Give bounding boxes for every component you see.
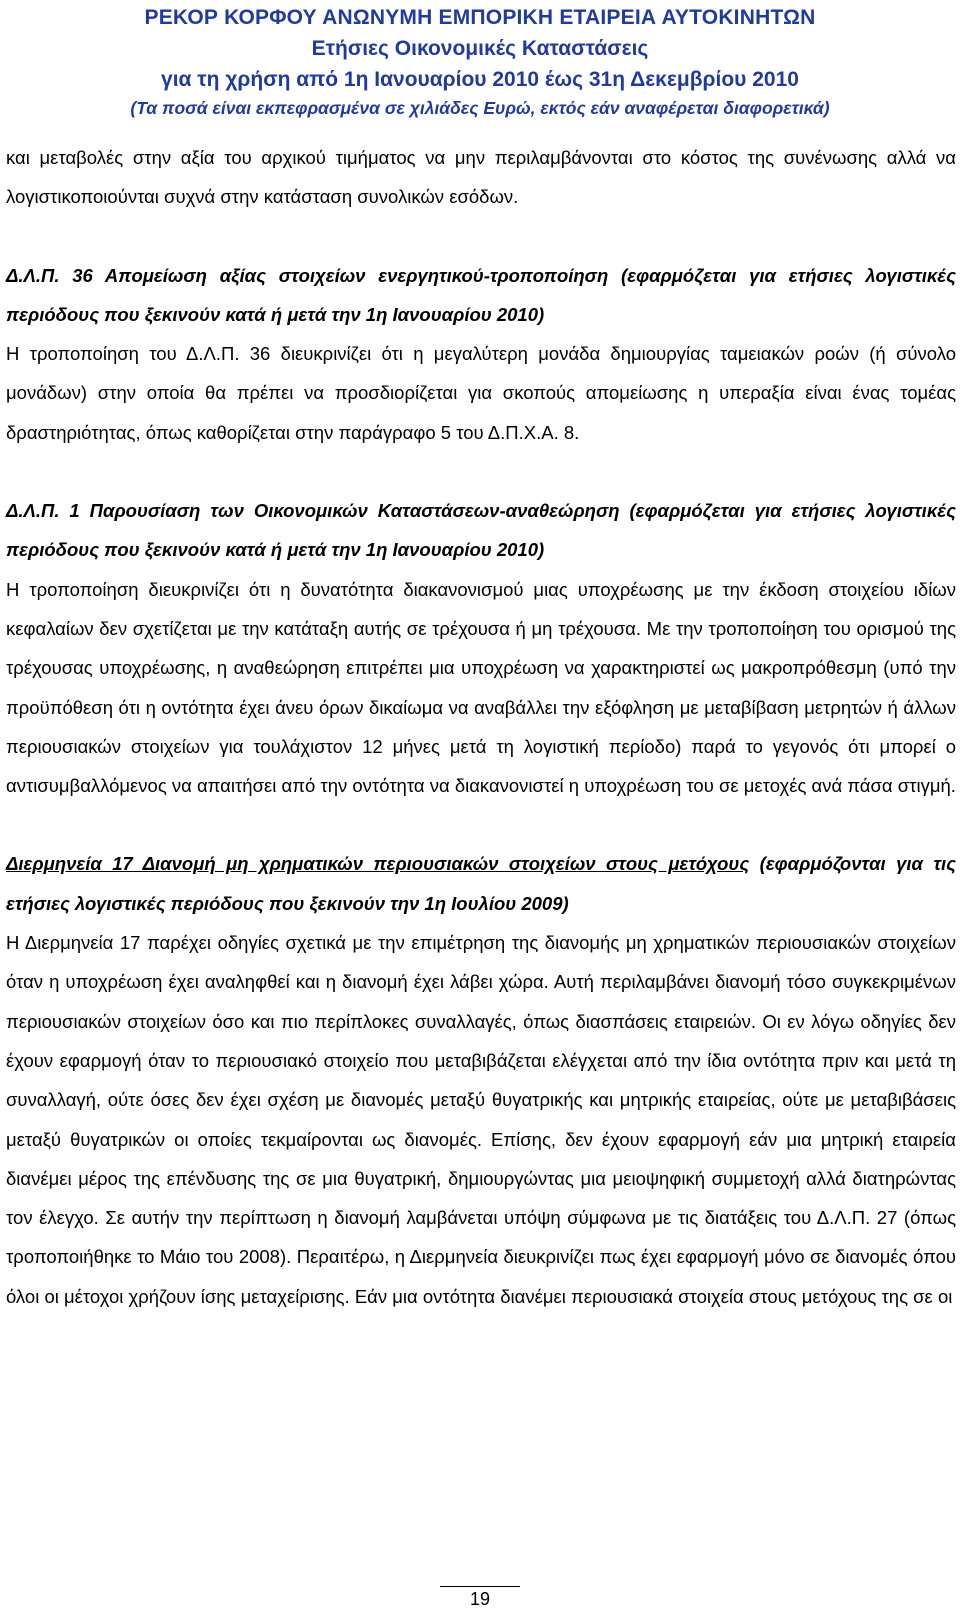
paragraph-gap	[6, 452, 956, 491]
intro-paragraph: και μεταβολές στην αξία του αρχικού τιμήματος να μην περιλαμβάνονται στο κόστος της συνένωσης αλλά να λογιστικοποιούνται συχνά στην κατάσταση συνολικών εσόδων.	[6, 147, 956, 208]
section-body-ias1: Η τροποποίηση διευκρινίζει ότι η δυνατότητα διακανονισμού μιας υποχρέωσης με την έκδοση στοιχείου ιδίων κεφαλαίων δεν σχετίζεται με την κατάταξη αυτής σε τρέχουσα ή μη τρέχουσα. Με την τροποποίηση του ορισμού της τρέχουσας υποχρέωσης, η αναθεώρηση επιτρέπει μια υποχρέωση να χαρακτηριστεί ως μακροπρόθεσμη (υπό την προϋπόθεση ότι η οντότητα έχει άνευ όρων δικαίωμα να αναβάλλει την εξόφληση με μεταβίβαση μετρητών ή άλλων περιουσιακών στοιχείων για τουλάχιστον 12 μήνες μετά τη λογιστική περίοδο) παρά το γεγονός ότι μπορεί ο αντισυμβαλλόμενος να απαιτήσει από την οντότητα να διακανονιστεί η υποχρέωση του σε μετοχές ανά πάσα στιγμή.	[6, 578, 956, 797]
paragraph-gap	[6, 217, 956, 256]
section-body-ifric17: Η Διερμηνεία 17 παρέχει οδηγίες σχετικά με την επιμέτρηση της διανομής μη χρηματικών περιουσιακών στοιχείων όταν η υποχρέωση έχει αναληφθεί και η διανομή έχει λάβει χώρα. Αυτή περιλαμβάνει διανομή τόσο συγκεκριμένων περιουσιακών στοιχείων όσο και πιο περίπλοκες συναλλαγές, όπως διασπάσεις εταιρειών. Οι εν λόγω οδηγίες δεν έχουν εφαρμογή όταν το περιουσιακό στοιχείο που μεταβιβάζεται ελέγχεται από την ίδια οντότητα πριν και μετά τη συναλλαγή, ούτε όσες δεν έχει σχέση με διανομές μεταξύ θυγατρικής και μητρικής εταιρείας, ούτε με μεταβιβάσεις μεταξύ θυγατρικών οι οποίες τεκμαίρονται ως διανομές. Επίσης, δεν έχουν εφαρμογή εάν μια μητρική εταιρεία διανέμει μέρος της επένδυσης της σε μια θυγατρική, δημιουργώντας μια μειοψηφική συμμετοχή αλλά διατηρώντας τον έλεγχο. Σε αυτήν την περίπτωση η διανομή λαμβάνεται υπόψη σύμφωνα με τις διατάξεις του Δ.Λ.Π. 27 (όπως τροποποιήθηκε το Μάιο του 2008). Περαιτέρω, η Διερμηνεία διευκρινίζει πως έχει εφαρμογή μόνο σε διανομές όπου όλοι οι μέτοχοι χρήζουν ίσης μεταχείρισης. Εάν μια οντότητα διανέμει περιουσιακά στοιχεία στους μετόχους της σε οι	[6, 932, 956, 1307]
document-body	[6, 138, 956, 1316]
currency-note: (Τα ποσά είναι εκπεφρασμένα σε χιλιάδες Ευρώ, εκτός εάν αναφέρεται διαφορετικά)	[130, 98, 830, 118]
section-body-ias36: Η τροποποίηση του Δ.Λ.Π. 36 διευκρινίζει ότι η μεγαλύτερη μονάδα δημιουργίας ταμειακών ροών (ή σύνολο μονάδων) στην οποία θα πρέπει να προσδιορίζεται για σκοπούς απομείωσης η υπεραξία είναι ένας τομέας δραστηριότητας, όπως καθορίζεται στην παράγραφο 5 του Δ.Π.Χ.Α. 8.	[6, 343, 956, 443]
page-number-value: 19	[440, 1586, 520, 1610]
page-number	[0, 1586, 960, 1610]
page-header	[0, 2, 960, 122]
report-period: για τη χρήση από 1η Ιανουαρίου 2010 έως 31η Δεκεμβρίου 2010	[161, 68, 799, 91]
section-heading-ifric17-scope: (εφαρμόζονται για τις ετήσιες λογιστικές περιόδους που ξεκινούν την 1η Ιουλίου 2009)	[6, 853, 956, 914]
section-heading-ias36: Δ.Λ.Π. 36 Απομείωση αξίας στοιχείων ενεργητικού-τροποποίηση (εφαρμόζεται για ετήσιες λογιστικές περιόδους που ξεκινούν κατά ή μετά την 1η Ιανουαρίου 2010)	[6, 264, 956, 325]
section-heading-ias1: Δ.Λ.Π. 1 Παρουσίαση των Οικονομικών Καταστάσεων-αναθεώρηση (εφαρμόζεται για ετήσιες λογιστικές περιόδους που ξεκινούν κατά ή μετά την 1η Ιανουαρίου 2010)	[6, 500, 956, 561]
report-title: Ετήσιες Οικονομικές Καταστάσεις	[311, 37, 649, 60]
section-heading-ifric17	[6, 844, 956, 923]
section-heading-ifric17-title: Διερμηνεία 17 Διανομή μη χρηματικών περιουσιακών στοιχείων στους μετόχους	[6, 853, 750, 875]
paragraph-gap	[6, 805, 956, 844]
company-name: ΡΕΚΟΡ ΚΟΡΦΟΥ ΑΝΩΝΥΜΗ ΕΜΠΟΡΙΚΗ ΕΤΑΙΡΕΙΑ ΑΥΤΟΚΙΝΗΤΩΝ	[144, 6, 816, 29]
